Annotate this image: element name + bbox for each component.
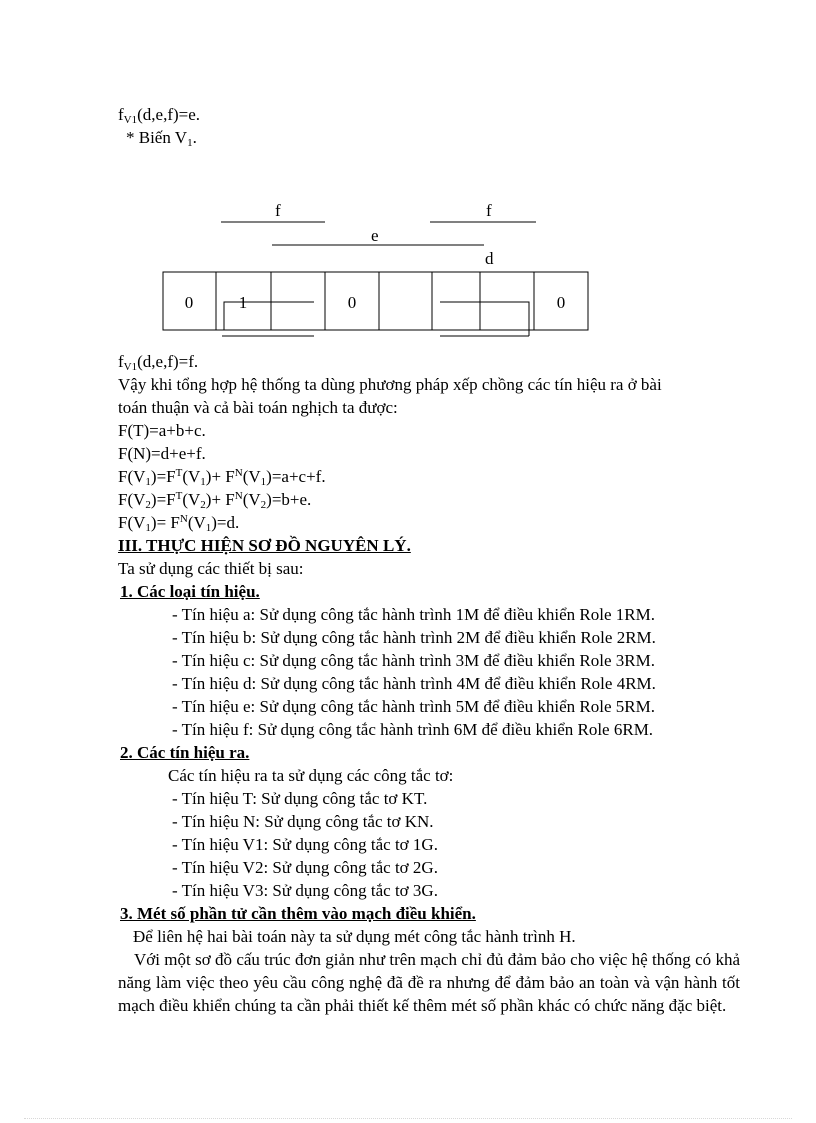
eq-sub: 1 (145, 476, 151, 488)
bien-sub: 1 (187, 137, 193, 149)
bien-v1-line (126, 127, 197, 149)
cell-value: 1 (238, 293, 248, 312)
subsection-intro: Các tín hiệu ra ta sử dụng các công tắc tơ: (168, 766, 454, 785)
fv1-after-sub: V1 (123, 361, 138, 373)
paragraph-line: Vậy khi tổng hợp hệ thống ta dùng phương pháp xếp chồng các tín hiệu ra ở bài (118, 375, 662, 394)
eq-part: )=b+e. (266, 490, 312, 509)
list-item: - Tín hiệu d: Sử dụng công tắc hành trình 4M để điều khiển Role 4RM. (172, 674, 656, 693)
equation-fn: F(N)=d+e+f. (118, 444, 206, 463)
eq-part: )=F (150, 467, 176, 486)
signal-diagram (150, 195, 610, 345)
fv1-suffix: (d,e,f)=e. (137, 105, 201, 124)
paragraph-line: Để liên hệ hai bài toán này ta sử dụng mét công tắc hành trình H. (133, 927, 576, 946)
paragraph-body: Với một sơ đồ cấu trúc đơn giản như trên mạch chỉ đủ đảm bảo cho việc hệ thống có khả năng làm việc theo yêu cầu công nghệ đã đề ra nhưng để đảm bảo an toàn và vận hành tốt mạch điều khiển chúng ta cần phải thiết kế thêm mét số phần khác có chức năng đặc biệt. (118, 950, 740, 1015)
subsection-heading-3: 3. Mét số phần tử cần thêm vào mạch điều khiển. (120, 904, 476, 923)
equation-ft: F(T)=a+b+c. (118, 421, 206, 440)
list-item: - Tín hiệu V1: Sử dụng công tắc tơ 1G. (172, 835, 438, 854)
bien-suffix: . (192, 128, 197, 147)
list-item: - Tín hiệu e: Sử dụng công tắc hành trình 5M để điều khiển Role 5RM. (172, 697, 655, 716)
eq-sup: T (175, 490, 183, 502)
eq-sub: 1 (145, 522, 151, 534)
eq-sub: 2 (260, 499, 267, 511)
signal-label-d: d (485, 249, 494, 268)
eq-part: )+ F (205, 467, 235, 486)
list-item: - Tín hiệu N: Sử dụng công tắc tơ KN. (172, 812, 434, 831)
signal-diagram-svg (150, 195, 610, 345)
eq-part: (V (182, 467, 201, 486)
eq-part: (V (182, 490, 201, 509)
eq-part: )=a+c+f. (266, 467, 326, 486)
eq-part: F(V (118, 467, 146, 486)
eq-sub: 1 (205, 522, 212, 534)
subsection-heading-2: 2. Các tín hiệu ra. (120, 743, 250, 762)
list-item: - Tín hiệu c: Sử dụng công tắc hành trình 3M để điều khiển Role 3RM. (172, 651, 655, 670)
fv1-after-suffix: (d,e,f)=f. (137, 352, 199, 371)
fv1-result-line (118, 104, 200, 126)
list-item: - Tín hiệu b: Sử dụng công tắc hành trình 2M để điều khiển Role 2RM. (172, 628, 656, 647)
paragraph-line: toán thuận và cả bài toán nghịch ta được: (118, 398, 398, 417)
fv1-sub: V1 (123, 114, 138, 126)
signal-label-e: e (371, 226, 379, 245)
eq-part: )=F (150, 490, 176, 509)
fv1-after-prefix: f (118, 352, 124, 371)
fv1-after-line (118, 351, 198, 373)
list-item: - Tín hiệu T: Sử dụng công tắc tơ KT. (172, 789, 428, 808)
eq-sup: N (179, 513, 188, 525)
signal-label-f-left: f (275, 201, 281, 220)
eq-part: )=d. (211, 513, 240, 532)
eq-part: (V (242, 467, 261, 486)
eq-part: F(V (118, 490, 146, 509)
equation-fv1 (118, 466, 326, 488)
eq-part: )= F (150, 513, 180, 532)
cell-value: 0 (556, 293, 566, 312)
cell-value: 0 (184, 293, 194, 312)
eq-part: (V (242, 490, 261, 509)
active-bracket-right (440, 302, 529, 336)
eq-sup: N (234, 490, 243, 502)
eq-sub: 2 (145, 499, 151, 511)
eq-sub: 2 (200, 499, 206, 511)
page-bottom-divider (24, 1118, 792, 1119)
equation-fv2 (118, 489, 311, 511)
fv1-prefix: f (118, 105, 124, 124)
bien-prefix: * Biến V (126, 128, 188, 147)
eq-part: )+ F (205, 490, 235, 509)
eq-sub: 1 (200, 476, 206, 488)
section-intro: Ta sử dụng các thiết bị sau: (118, 559, 304, 578)
section-heading-iii: III. THỰC HIỆN SƠ ĐỒ NGUYÊN LÝ. (118, 536, 411, 555)
eq-sup: N (234, 467, 243, 479)
cell-value: 0 (347, 293, 357, 312)
list-item: - Tín hiệu V2: Sử dụng công tắc tơ 2G. (172, 858, 438, 877)
eq-part: (V (187, 513, 206, 532)
eq-part: F(V (118, 513, 146, 532)
subsection-heading-1: 1. Các loại tín hiệu. (120, 582, 260, 601)
equation-fv1-negative (118, 512, 239, 534)
eq-sub: 1 (260, 476, 267, 488)
list-item: - Tín hiệu a: Sử dụng công tắc hành trình 1M để điều khiển Role 1RM. (172, 605, 655, 624)
signal-label-f-right: f (486, 201, 492, 220)
eq-sup: T (175, 467, 183, 479)
list-item: - Tín hiệu f: Sử dụng công tắc hành trình 6M để điều khiển Role 6RM. (172, 720, 654, 739)
list-item: - Tín hiệu V3: Sử dụng công tắc tơ 3G. (172, 881, 438, 900)
